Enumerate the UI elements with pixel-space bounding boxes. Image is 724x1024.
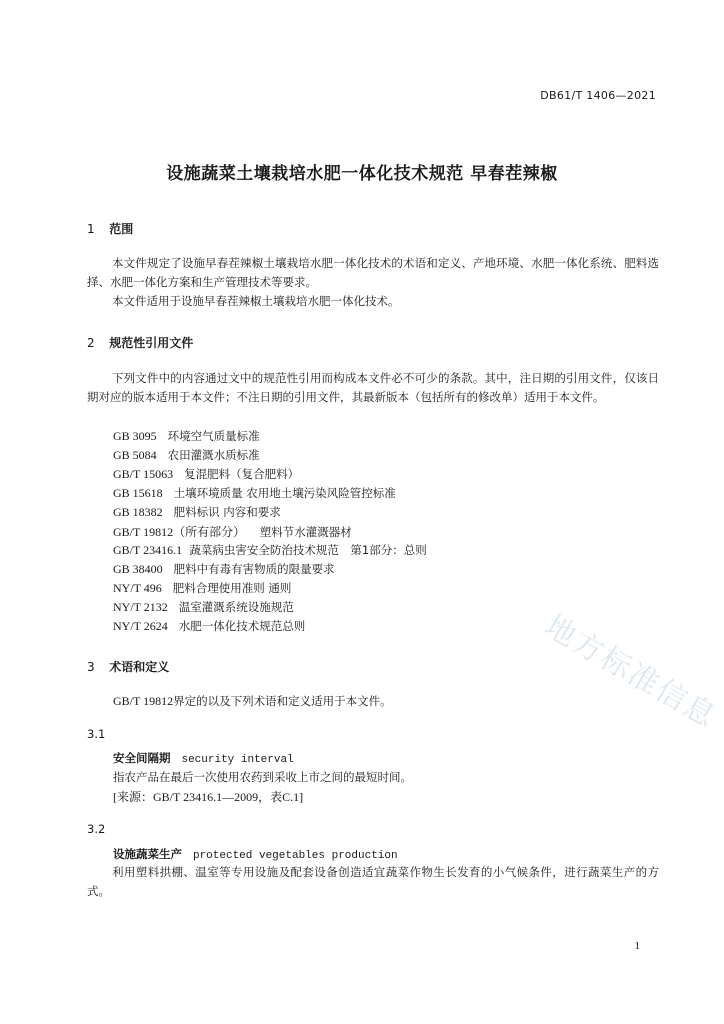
section-1-paragraph-1: 本文件规定了设施早春茬辣椒土壤栽培水肥一体化技术的术语和定义、产地环境、水肥一体化系统、肥料选择、水肥一体化方案和生产管理技术等要求。: [87, 256, 659, 289]
reference-item: [113, 561, 335, 577]
reference-item: [113, 542, 427, 558]
term-3-1-title: [113, 750, 294, 766]
reference-code: GB 38400: [113, 562, 163, 576]
section-number: 3: [87, 660, 95, 674]
reference-name: 农田灌溉水质标准: [167, 448, 260, 462]
section-number: 1: [87, 222, 95, 236]
term-chinese: 安全间隔期: [113, 751, 171, 765]
reference-code: GB/T 23416.1: [113, 543, 183, 557]
term-3-1-source: [来源：GB/T 23416.1—2009，表C.1]: [113, 790, 304, 804]
reference-name: 环境空气质量标准: [167, 429, 260, 443]
term-english: protected vegetables production: [192, 850, 398, 862]
section-number: 2: [87, 336, 95, 350]
term-chinese: 设施蔬菜生产: [113, 847, 182, 861]
reference-code: GB 18382: [113, 505, 163, 519]
reference-name: 温室灌溉系统设施规范: [178, 600, 294, 614]
section-1-paragraph-2: 本文件适用于设施早春茬辣椒土壤栽培水肥一体化技术。: [112, 294, 400, 308]
section-1-heading: [87, 220, 133, 237]
standard-code: DB61/T 1406—2021: [540, 89, 656, 102]
reference-code: NY/T 2132: [113, 600, 168, 614]
reference-code: GB 5084: [113, 448, 157, 462]
reference-item: [113, 599, 294, 615]
reference-item: [113, 447, 260, 463]
reference-item: [113, 618, 305, 634]
section-title: 术语和定义: [109, 660, 170, 674]
reference-name: 塑料节水灌溉器材: [259, 525, 352, 539]
term-3-1-number: 3.1: [87, 727, 106, 741]
intro-text: 界定的以及下列术语和定义适用于本文件。: [173, 694, 392, 708]
term-3-2-definition: 利用塑料拱棚、温室等专用设施及配套设备创造适宜蔬菜作物生长发育的小气候条件，进行蔬菜生产的方式。: [87, 865, 659, 898]
reference-item: [113, 428, 260, 444]
document-title: 设施蔬菜土壤栽培水肥一体化技术规范 早春茬辣椒: [166, 164, 558, 184]
reference-name: 复混肥料（复合肥料）: [184, 467, 300, 481]
term-3-2-number: 3.2: [87, 822, 106, 836]
reference-code: GB 3095: [113, 429, 157, 443]
reference-code: GB 15618: [113, 486, 163, 500]
section-3-heading: [87, 658, 169, 675]
watermark-text: 地方标准信息: [538, 608, 723, 736]
reference-item: [113, 580, 291, 596]
term-english: security interval: [181, 754, 294, 766]
reference-name: 肥料标识 内容和要求: [173, 505, 281, 519]
reference-code: NY/T 496: [113, 581, 162, 595]
section-title: 范围: [109, 222, 134, 236]
section-2-heading: [87, 334, 193, 351]
term-3-1-definition: 指农产品在最后一次使用农药到采收上市之间的最短时间。: [113, 770, 412, 784]
term-3-2-title: [113, 846, 398, 862]
reference-item: [113, 523, 352, 540]
section-2-paragraph-1: 下列文件中的内容通过文中的规范性引用而构成本文件必不可少的条款。其中，注日期的引用文件，仅该日期对应的版本适用于本文件；不注日期的引用文件，其最新版本（包括所有的修改单）适用于本文件。: [87, 371, 659, 404]
reference-name: 土壤环境质量 农用地土壤污染风险管控标准: [173, 486, 396, 500]
reference-name: 蔬菜病虫害安全防治技术规范 第1部分：总则: [189, 543, 427, 557]
reference-item: [113, 466, 299, 482]
page-number: 1: [634, 940, 640, 952]
reference-name: 水肥一体化技术规范总则: [178, 619, 306, 633]
section-3-intro: [113, 693, 392, 709]
section-title: 规范性引用文件: [109, 336, 194, 350]
reference-name: 肥料合理使用准则 通则: [172, 581, 292, 595]
reference-item: [113, 485, 396, 501]
reference-name: 肥料中有毒有害物质的限量要求: [173, 562, 335, 576]
reference-code: GB/T 15063: [113, 467, 174, 481]
reference-code: NY/T 2624: [113, 619, 168, 633]
intro-reference-code: GB/T 19812: [113, 694, 174, 708]
reference-code: GB/T 19812（所有部分）: [113, 525, 246, 539]
reference-item: [113, 504, 281, 520]
